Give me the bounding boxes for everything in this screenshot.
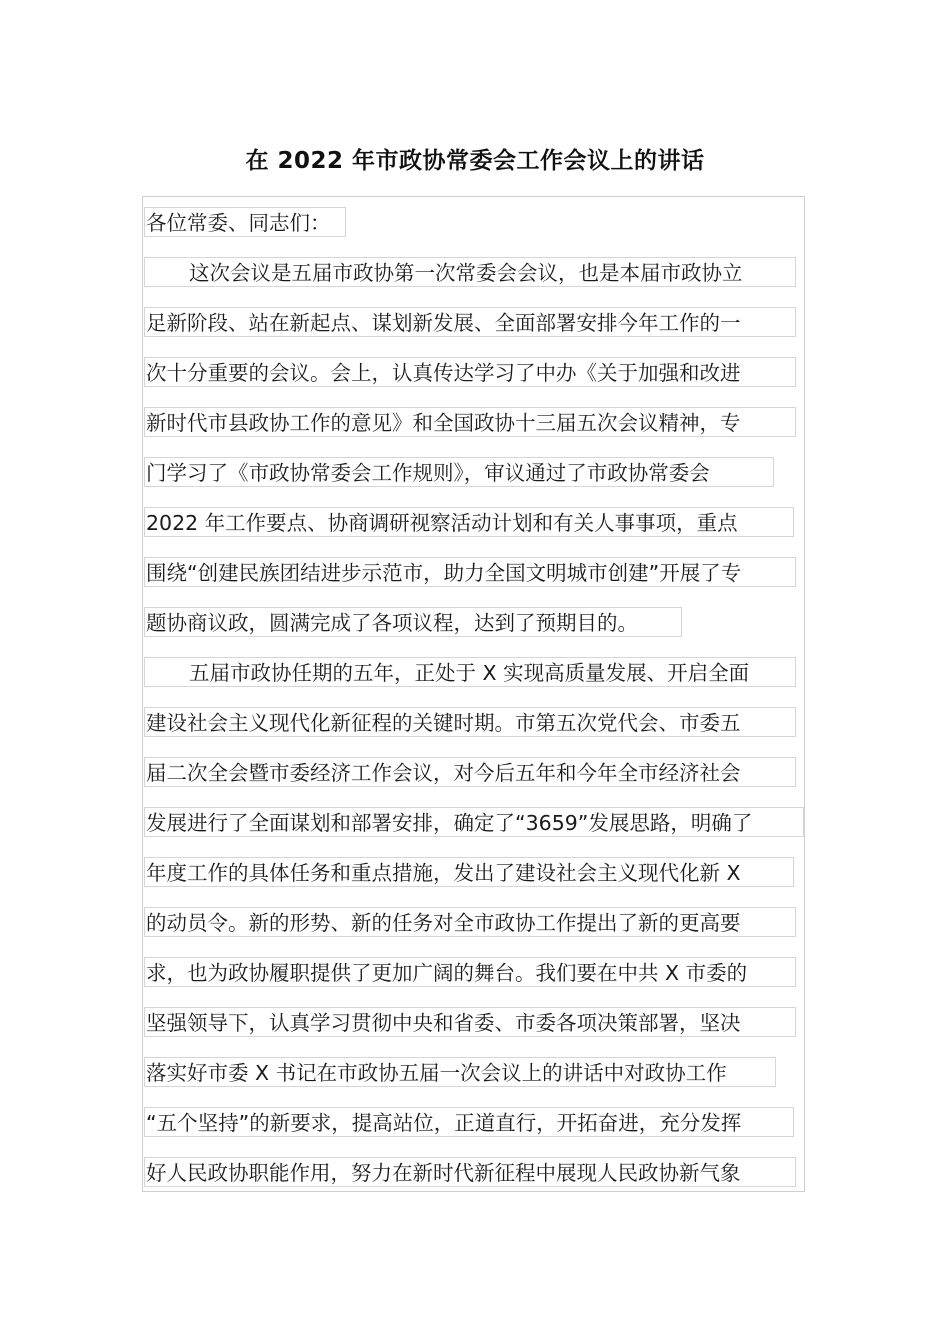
document-title: 在 2022 年市政协常委会工作会议上的讲话: [245, 148, 705, 174]
text-line: 次十分重要的会议。会上，认真传达学习了中办《关于加强和改进: [144, 357, 796, 387]
text-line: 建设社会主义现代化新征程的关键时期。市第五次党代会、市委五: [144, 707, 796, 737]
text-line: 的动员令。新的形势、新的任务对全市政协工作提出了新的更高要: [144, 907, 796, 937]
text-line: 求，也为政协履职提供了更加广阔的舞台。我们要在中共 X 市委的: [144, 957, 796, 987]
text-line: 2022 年工作要点、协商调研视察活动计划和有关人事事项，重点: [144, 507, 794, 537]
text-line: 五届市政协任期的五年，正处于 X 实现高质量发展、开启全面: [144, 657, 796, 687]
text-line: 新时代市县政协工作的意见》和全国政协十三届五次会议精神，专: [144, 407, 796, 437]
text-line: 年度工作的具体任务和重点措施，发出了建设社会主义现代化新 X: [144, 857, 794, 887]
text-line: 足新阶段、站在新起点、谋划新发展、全面部署安排今年工作的一: [144, 307, 796, 337]
text-line: 题协商议政，圆满完成了各项议程，达到了预期目的。: [144, 607, 682, 637]
text-line: 门学习了《市政协常委会工作规则》，审议通过了市政协常委会: [144, 457, 774, 487]
text-line: 围绕“创建民族团结进步示范市，助力全国文明城市创建”开展了专: [144, 557, 796, 587]
text-line: 好人民政协职能作用，努力在新时代新征程中展现人民政协新气象: [144, 1157, 796, 1187]
text-line: 坚强领导下，认真学习贯彻中央和省委、市委各项决策部署，坚决: [144, 1007, 796, 1037]
text-line: 这次会议是五届市政协第一次常委会会议，也是本届市政协立: [144, 257, 796, 287]
text-line: “五个坚持”的新要求，提高站位，正道直行，开拓奋进，充分发挥: [144, 1107, 794, 1137]
text-line: 届二次全会暨市委经济工作会议，对今后五年和今年全市经济社会: [144, 757, 796, 787]
text-line: 落实好市委 X 书记在市政协五届一次会议上的讲话中对政协工作: [144, 1057, 776, 1087]
body-text-frame: [142, 196, 805, 1192]
text-line: 发展进行了全面谋划和部署安排，确定了“3659”发展思路，明确了: [144, 807, 804, 837]
salutation-line: 各位常委、同志们：: [144, 207, 346, 237]
